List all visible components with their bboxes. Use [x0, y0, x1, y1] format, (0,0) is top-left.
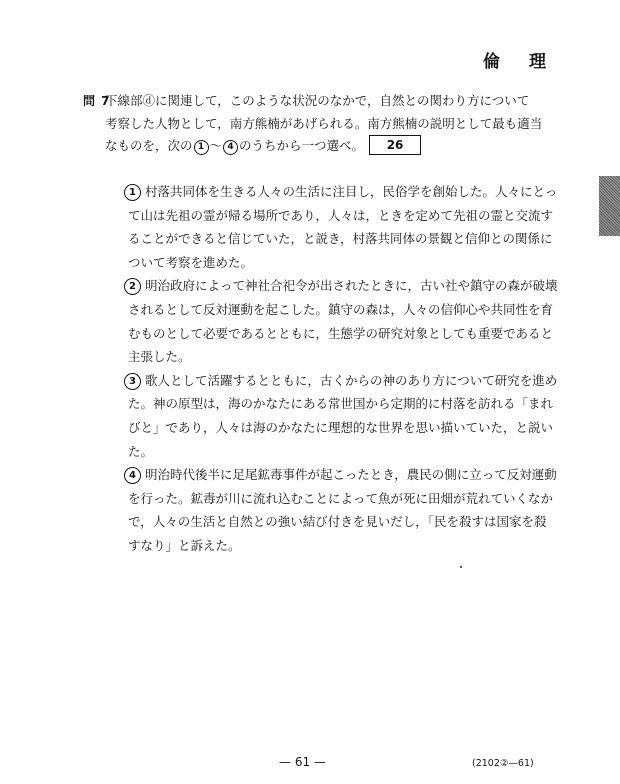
- answer-number-box: 26: [369, 135, 421, 155]
- choice-1-line-3: ることができると信じていた，と説き，村落共同体の景観と信仰との関係に: [128, 231, 553, 247]
- choice-2-line-1: 明治政府によって神社合祀令が出されたときに，古い社や鎮守の森が破壊: [145, 278, 558, 294]
- choice-3-line-2: た。神の原型は，海のかなたにある常世国から定期的に村落を訪れる「まれ: [128, 396, 554, 412]
- choice-4-line-4: すなり」と訴えた。: [128, 537, 241, 553]
- choice-2-line-3: むものとして必要であるとともに，生態学の研究対象としても重要であると: [128, 325, 554, 341]
- choice-3-line-3: びと」であり，人々は海のかなたに理想的な世界を思い描いていた，と説い: [128, 419, 554, 435]
- page-code: (2102②—61): [472, 758, 534, 769]
- range-start-circled-number: 1: [194, 140, 209, 155]
- choice-2-line-2: されるとして反対運動を起こした。鎮守の森は，人々の信仰心や共同性を育: [128, 301, 554, 317]
- question-line-2: 考察した人物として，南方熊楠があげられる。南方熊楠の説明として最も適当: [105, 115, 543, 131]
- choice-4-line-1: 明治時代後半に足尾鉱毒事件が起こったとき，農民の側に立って反対運動: [145, 467, 557, 483]
- choice-2[interactable]: [128, 274, 558, 368]
- choice-1-number: 1: [124, 184, 141, 201]
- choice-4[interactable]: [128, 463, 557, 557]
- choices-list: [128, 180, 558, 558]
- choice-2-line-4: 主張した。: [128, 349, 191, 365]
- choice-3-line-1: 歌人として活躍するとともに，古くからの神のあり方について研究を進め: [145, 372, 558, 388]
- choice-1-line-1: 村落共同体を生きる人々の生活に注目し，民俗学を創始した。人々にとっ: [145, 184, 558, 199]
- choice-3-line-4: た。: [128, 443, 154, 459]
- choice-4-number: 4: [124, 467, 141, 484]
- choice-1-line-2: て山は先祖の霊が帰る場所であり，人々は，ときを定めて先祖の霊と交流す: [128, 207, 554, 223]
- choice-2-number: 2: [124, 278, 141, 295]
- question-label: 問 7: [83, 94, 111, 108]
- choice-1-line-4: ついて考察を進めた。: [128, 254, 254, 270]
- question-line-3-after: のうちから一つ選べ。: [239, 138, 365, 153]
- range-end-circled-number: 4: [223, 140, 238, 155]
- side-index-tab: [599, 176, 620, 236]
- speck-mark: [460, 566, 462, 568]
- range-tilde: ～: [209, 138, 223, 153]
- subject-title: 倫 理: [483, 52, 552, 72]
- question-line-3-before: なものを，次の: [105, 138, 193, 153]
- page-number: — 61 —: [279, 755, 326, 769]
- choice-3[interactable]: [128, 369, 558, 463]
- question-line-1: 下線部ⓓに関連して，このような状況のなかで，自然との関わり方について: [105, 93, 530, 108]
- choice-1[interactable]: [128, 180, 558, 274]
- choice-3-number: 3: [124, 373, 141, 390]
- choice-4-line-3: で，人々の生活と自然との強い結び付きを見いだし，「民を殺すは国家を殺: [128, 514, 547, 530]
- question-line-3: [105, 135, 525, 158]
- question: [83, 90, 543, 158]
- choice-4-line-2: を行った。鉱毒が川に流れ込むことによって魚が死に田畑が荒れていくなか: [128, 490, 554, 506]
